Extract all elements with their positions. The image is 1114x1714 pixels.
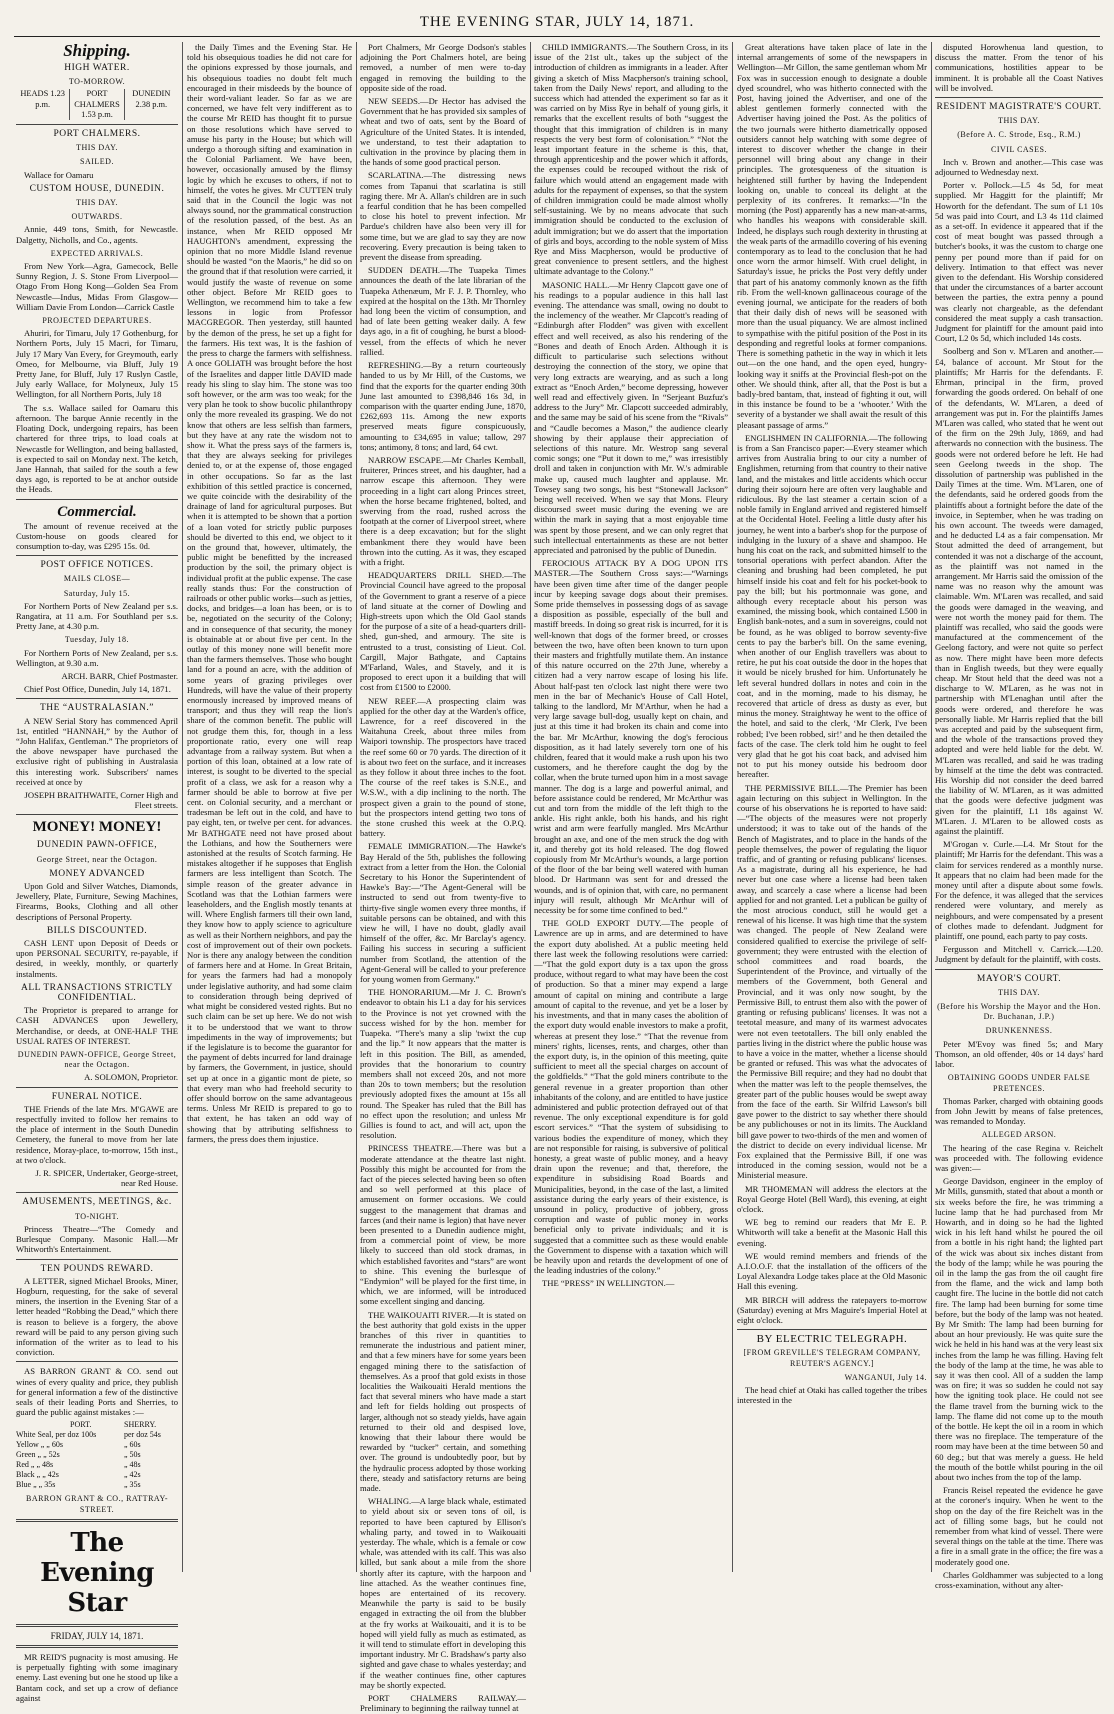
money-text: Upon Gold and Silver Watches, Diamonds, Jewellery, Plate, Furniture, Sewing Machines, Firearms, Books, Clothing and all other descriptions of Personal Property. — [16, 881, 178, 922]
divider — [16, 1087, 178, 1088]
rm-before: (Before A. C. Strode, Esq., R.M.) — [957, 130, 1081, 140]
tide-port: PORT CHALMERS 1.53 p.m. — [69, 89, 123, 120]
article-ferocious-dog: FEROCIOUS ATTACK BY A DOG UPON ITS MASTER.—The Southern Cross says:—“Warnings have been given time after time of the danger people incur by keeping savage dogs about their premises. Some pride themselves in possessing dogs of as savage a disposition as possible, especially of the bull and mastiff breeds. In doing so great risk is incurred, for it is well-known that dogs of the former breed, or crosses between the two, have often been known to turn upon their masters and frightfully mutilate them. An instance of this nature occurred on the 27th June, whereby a citizen had a very narrow escape of losing his life. About half-past ten o'clock last night there were two men in the bar of Mechanic's House of Call Hotel, talking to the landlord, Mr M'Arthur, when he had a very large savage bull-dog, usually kept on chain, and just at this time it had broken its chain and come into the bar. Mr McArthur, knowing the dog's ferocious disposition, as it had lately severely torn one of his children, feared that it would make a rush upon his two customers, and he therefore caught the dog by the collar, when the brute turned upon him in a most savage manner. The dog is a large and powerful animal, and before assistance could be rendered, Mr McArthur was cut and torn from the middle of the left thigh to the ankle. His right ankle, both his hands, and his right wrist and arm were fearfully mangled. Mrs McArthur brought an axe, and one of the men struck the dog with it, and thereby got its hold released. The dog flowed copiously from Mr McArthur's wounds, a large portion of the floor of the bar being well watered with human blood. Dr Hartmann was sent for and dressed the wounds, and is of opinion that, with care, no permanent injury will result, although Mr McArthur will of necessity be for some time confined to bed.” — [534, 558, 728, 916]
expected-label: EXPECTED ARRIVALS. — [50, 248, 144, 258]
customs-heading: CUSTOM HOUSE, DUNEDIN. — [29, 183, 165, 194]
sherry-price: „ 50s — [124, 1450, 141, 1460]
column-separator — [732, 42, 733, 1572]
expected-text: From New York—Agra, Gamecock, Belle Sunny Region, J. S. Stone From Liverpool—Otago From Hong Kong—Golden Sea From Newcastle—Indus, Midas From Glasgow—William Davie From London—Carrick Castle — [16, 261, 178, 312]
column-separator — [182, 42, 183, 1572]
column-5 — [737, 42, 927, 1572]
notice-birch: MR BIRCH will address the ratepayers to-morrow (Saturday) evening at Mrs Maguire's Imperial Hotel at eight o'clock. — [737, 1294, 927, 1325]
customs-day: THIS DAY. — [76, 198, 118, 208]
funeral-heading: FUNERAL NOTICE. — [51, 1091, 143, 1102]
drunkenness-label: DRUNKENNESS. — [985, 1026, 1053, 1036]
pawn-address: George Street, near the Octagon. — [36, 854, 158, 864]
notice-thomeman: MR THOMEMAN will address the electors at the Royal George Hotel (Bell Ward), this evening, at eight o'clock. — [737, 1183, 927, 1214]
post-office-heading: POST OFFICE NOTICES. — [40, 560, 154, 571]
article-port-railway: PORT CHALMERS RAILWAY.—Preliminary to beginning the railway tunnel at — [360, 1693, 526, 1714]
port-price: Blue „ „ 35s — [16, 1480, 56, 1490]
divider — [737, 1329, 927, 1330]
civil-cases-label: CIVIL CASES. — [991, 144, 1047, 154]
australasian-heading: THE “AUSTRALASIAN.” — [40, 703, 154, 714]
case-soolberg-mlaren: Soolberg and Son v. M'Laren and another.—£4, balance of account. Mr Stout for the plaintiffs; Mr Harris for the defendants. F. Ehrman, principal in the firm, proved forwarding the goods ordered. On behalf of one of the defendants, W. M'Laren, a deed of arrangement was put in. For the plaintiffs James M'Laren was called, who stated that he went out of the firm on the 29th July, 1869, and had afterwards no connection with the business. The goods were not ordered before he left. He had seen Geelong tweeds in the shop. The dissolution of partnership was published in the Daily Times at the time. Wm. M'Laren, one of the defendants, said he ordered goods from the plaintiffs about a fortnight before the date of the invoice, in September, when he was trading on his own account. The tweeds were damaged, and he deducted L4 as a fair compensation. Mr Stout admitted the deed of arrangement, but contended it was not a discharge of the account, as the plaintiff was not named in the arrangement. Mr Harris said the omission of the name was no reason why the amount was claimable. Wm. M'Laren was recalled, and said the goods were damaged in the weaving, and were not worth the money paid for them. The plaintiff was recalled, who said the goods were manufactured at the commencement of the Geelong factory, and were not quite so perfect as now. There might have been more defects than in English tweeds, but they were equally cheap. Mr Stout held that the deed was not a discharge to W. M'Laren, as he was not in partnership with M'Lenaghan until after the goods were ordered, and therefore he was personally liable. Mr Harris replied that the bill was accepted and paid by the subsequent firm, and the whole of the transactions proved they adopted and were held liable for the debt. W. M'Laren was recalled, and said he was trading by himself at the time the debt was contracted. His Worship did not consider the deed barred the liability of W. M'Laren, as it was admitted that the goods were defective judgment was given for the plaintiff, L1 18s against W. M'Laren. J. M'Laren to be allowed costs as against the plaintiff. — [935, 346, 1103, 837]
commercial-heading: Commercial. — [57, 503, 137, 520]
pawn-office-footer: DUNEDIN PAWN-OFFICE, George Street, near the Octagon. — [17, 1050, 177, 1070]
telegraph-continued: disputed Horowhenua land question, to discuss the matter. From the tenor of his communications, hostilities appear to be imminent. It is probable all the Coast Natives will be involved. — [935, 42, 1103, 93]
tide-heads: HEADS 1.23 p.m. — [20, 89, 65, 109]
price-row — [16, 1440, 178, 1450]
projected-label: PROJECTED DEPARTURES. — [42, 316, 152, 326]
price-row — [16, 1460, 178, 1470]
case-inch-brown: Inch v. Brown and another.—This case was adjourned to Wednesday next. — [935, 156, 1103, 178]
commercial-text: The amount of revenue received at the Custom-house on goods cleared for consumption to-day, was £295 15s. 0d. — [16, 520, 178, 551]
article-new-reef: NEW REEF.—A prospecting claim was applied for the other day at the Warden's office, Lawrence, for a reef discovered in the Waitahuna Creek, about three miles from Waipori township. The prospectors have traced the reef some 60 or 70 yards. The direction of it is about two feet on the surface, and it increases as they follow it about three inches to the foot. The course of the reef takes is S.N.E., and W.S.W., with a dip inclining to the north. The prospect given a grain to the pound of stone, but the prospectors intend getting two tons of the stone crushed this week at the O.P.Q. battery. — [360, 695, 526, 839]
article-sudden-death: SUDDEN DEATH.—The Tuapeka Times announces the death of the late librarian of the Tuapeka Athenæum, Mr F. J. P. Thornley, who expired at the hospital on the 13th. Mr Thornley had long been the victim of consumption, and had of late been getting weaker daily. A few days ago, in a fit of coughing, he burst a blood-vessel, from the effects of which he never rallied. — [360, 265, 526, 357]
column-1 — [16, 41, 178, 1703]
sailed-text: Wallace for Oamaru — [24, 169, 94, 180]
column-6 — [935, 42, 1103, 1591]
port-price: Red „ „ 48s — [16, 1460, 54, 1470]
rm-court-heading: RESIDENT MAGISTRATE'S COURT. — [936, 102, 1102, 113]
cash-text-2: The Proprietor is prepared to arrange for CASH ADVANCES upon Jewellery, Merchandise, or deeds, at ONE-HALF THE USUAL RATES OF INTEREST. — [16, 1005, 178, 1046]
notice-lodge: WE would remind members and friends of the A.I.O.O.F. that the installation of the officers of the Loyal Alexandra Lodge takes place at the Old Masonic Hall this evening. — [737, 1250, 927, 1292]
article-child-immigrants: CHILD IMMIGRANTS.—The Southern Cross, in its issue of the 21st ult., takes up the subject of the introduction of children as immigrants in a leader. After giving a sketch of Miss Macpherson's training school, taken from the Daily News' report, and alluding to the success which had attended the experiment so far as it was carried on by Miss Rye in behalf of young girls, it remarks that the excellent results of both “suggest the thought that this immigration of children is in many respects the very best form of colonisation.” “Not the least important feature in the scheme is this, that, through apprenticeship and the power which it affords, the expenses could be recouped without the risk of failure which would attend an engagement made with adults for the repayment of expenses, so that the system of children immigration could be made almost wholly self-sustaining. We by no means advocate that such immigration should be conducted to the exclusion of adult immigration; but we do assert that the importation of girls and boys, according to the noble system of Miss Rye and Miss Macpherson, would be productive of great convenience to present settlers, and the highest ultimate advantage to the Colony.” — [534, 42, 728, 277]
port-price: Black „ „ 42s — [16, 1470, 59, 1480]
price-row — [16, 1450, 178, 1460]
post-office-date: Chief Post Office, Dunedin, July 14, 1871. — [24, 684, 171, 695]
divider — [935, 969, 1103, 970]
case-mgrogan-curle: M'Grogan v. Curle.—L4. Mr Stout for the plaintiff; Mr Harris for the defendant. This was a claim for services rendered as a monthly nurse. It appears that no claim had been made for the money until after a dispute about some fowls. For the defence, it was alleged that the services rendered were voluntary, and merely as neighbours, and were compensated by a present of clothes made to defendant. Judgment for plaintiff, one pound, each party to pay costs. — [935, 839, 1103, 942]
bills-heading: BILLS DISCOUNTED. — [46, 925, 148, 936]
sherry-price: per doz 54s — [124, 1430, 161, 1440]
article-new-seeds: NEW SEEDS.—Dr Hector has advised the Government that he has provided six samples of wheat and two of oats, sent by the Board of Agriculture of the United States. It is intended, we understand, to test their adaptation to cultivation in the province by placing them in the hands of some good practical person. — [360, 96, 526, 168]
leader-start: MR REID'S pugnacity is most amusing. He is perpetually fighting with some imaginary enemy. Last evening but one he stood up like a Bantam cock, and set up a crow of defiance against — [16, 1651, 178, 1703]
tide-table — [16, 89, 178, 120]
mayor-before: (Before his Worship the Mayor and the Hon. Dr. Buchanan, J.P.) — [937, 1002, 1101, 1022]
divider — [16, 1519, 178, 1522]
telegraph-otaki: The head chief at Otaki has called together the tribes interested in the — [737, 1385, 927, 1406]
article-drill-shed: HEADQUARTERS DRILL SHED.—The Provincial Council have agreed to the proposal of the Government to grant a reserve of a piece of land situate at the corner of Dowling and High-streets upon which the Old Gaol stands for the purpose of a site of a head-quarters drill-shed, gun-shed, and armoury. The site is entrusted to a trust, consisting of Lieut. Col. Cargill, Major Bathgate, and Captains M'Farland, Wales, and Stavely, and it is proposed to erect upon it a building that will cost from £1500 to £2000. — [360, 570, 526, 693]
price-row — [16, 1470, 178, 1480]
case-arson-reisel: Francis Reisel repeated the evidence he gave at the coroner's inquiry. When he went to the shop on the day of the fire Reichelt was in the act of filling some bags, but he could not remember from what kind of vessel. There were several things on the table at the time. There was a fire in a small grate in the office; the fire was a moderately good one. — [935, 1485, 1103, 1567]
article-refreshing: REFRESHING.—By a return courteously handed to us by Mr Hill, of the Customs, we find that the exports for the quarter ending 30th June last amounted to £398,846 16s 3d, in comparison with the quarter ending June, 1870, £262,693 11s. Among the new exports preserved meats figure conspicuously, amounting to £34,695 in value; tallow, 297 tons; antimony, 8 tons; and lard, 64 cwt. — [360, 360, 526, 452]
divider — [16, 1624, 178, 1627]
leader-body: the Daily Times and the Evening Star. He told his obsequious toadies he did not care for the opinions expressed by those journals, and his obsequious toadies no doubt felt much encouraged in their misdeeds by the bounce of their word-valiant leader. So far as we are concerned, we have felt very indifferent as to the course Mr REID has thought fit to pursue on those resolutions which have served to amuse his party in the House; but which will undergo a thorough sifting and examination in the Colonial Parliament. We have been, however, occasionally amused by the flimsy logic by which he excuses to others, if not to himself, the votes he gives. Mr CUTTEN truly said that in the Council the logic was not always sound, nor the grammatical construction of the resolution passed, of the best. As an instance, when Mr REID opposed Mr HAUGHTON's amendment, expressing the opinion that no more Middle Island revenue should be wasted “on the Maoris,” he did so on the ground that if that resolution were carried, it would justify the waste of revenue on some other object. Before Mr REID goes to Wellington, we recommend him to take a few lessons in logic from Professor MACGREGOR. Then yesterday, still haunted by the demon of the press, he set up a fight for the farmers. His text was, It is the fashion of the press to charge the farmers with selfishness. A once GOLIATH was brought before the host of the Israelites and dapper little DAVID made ready his sling to slay him. The stone was too soft however, or the arm was too weak; for the very plan he took to show bucolic philanthropy only the more revealed its grasping. We do not know that others are less selfish than farmers, but they have at any rate the wisdom not to show it. What the press says of the farmers is, that they are always seeking for privileges denied to, or at the expense of, those engaged in other occupations. So far as the last exhibition of this settled practice is concerned, we quite coincide with the desirability of the drainage of land for agricultural purposes. But when it is attempted to be shown that a portion of a loan voted for strictly public purposes should be diverted to this end, we object to it on the ground that, however, ultimately, the public might be benefitted by the increased production by the soil, the primary object is individual profit at the public expense. The case really stands thus: For the construction of railroads or other public works—such as jetties, docks, and bridges—a loan has been, or is to be, negotiated on the security of the Colony; and in consequence of that security, the money is obtainable at or about five per cent. In the outlay of this money none will benefit more than the farmers themselves. Those who bought land for a pound an acre, with the addition of some years of grazing privileges over Hundreds, will have the value of their property enormously increased by improved means of transport; and thus they will reap the lion's share of the common benefit. The public will not grudge them this, for, though in a less proportionate ratio, every one will reap advantage from a railway system. But when a portion of this loan, obtained at a low rate of interest, is sought to be diverted to the special profit of a class, we ask for a reason why a farmer should be able to borrow at five per cent. on Colonial security, and a merchant or tradesman be left out in the cold, and have to pay eight, ten, or twelve per cent. for advances. Mr BATHGATE need not have prosed about the Lothians, and how the Southerners were astonished at the results of Scotch farming. He mistakes altogether if he supposes that English farmers are less intelligent than Scotch. The simple reason of the greater advance in Scotland was that the Lothian farmers were leaseholders, and the English mostly tenants at will. Where English farmers till their own land, they know how to apply science to agriculture as well as their Northern neighbors, and pay the cost of improvement out of their own pockets. Nor is there any analogy between the condition of farmers here and at Home. In Great Britain, for years the farmers had had a monopoly under legislative authority, and had some claim to consideration through being deprived of what might be considered vested rights. But no such claim can be set up here. We do not wish it to be understood that we want to throw impediments in the way of improvements; but if the legislature is to become the guarantor for the payment of debts incurred for land drainage by farmers, the Government, in justice, should set up at once in a gigantic mont de piete, so that every man who had freehold security to offer should borrow on the same advantageous terms. Unless Mr REID is prepared to go to that extent, he has taken an odd way of showing that by attributing selfishness to farmers, the press does them injustice. — [187, 42, 352, 1144]
barron-signature: BARRON GRANT & CO., RATTRAY-STREET. — [25, 1494, 169, 1514]
australasian-signature: JOSEPH BRAITHWAITE, Corner High and Fleet streets. — [24, 789, 178, 811]
telegraph-heading: BY ELECTRIC TELEGRAPH. — [756, 1333, 908, 1346]
case-arson-goldhammer: Charles Goldhammer was subjected to a long cross-examination, without any alter- — [935, 1569, 1103, 1591]
price-header: PORT. SHERRY. — [70, 1420, 157, 1430]
divider — [16, 698, 178, 699]
case-fergusson-carrick: Fergusson and Mitchell v. Carrick.—L20. Judgment by default for the plaintiff, with costs. — [935, 944, 1103, 965]
barron-text: AS BARRON GRANT & CO. send out wines of every quality and price, they publish for general information a few of the distinctive seals of their leading Ports and Sherries, to guard the public against mistakes :— — [16, 1366, 178, 1418]
confidential-heading: ALL TRANSACTIONS STRICTLY CONFIDENTIAL. — [21, 982, 173, 1004]
money-heading: MONEY! MONEY! — [32, 819, 162, 836]
tonight-label: TO-NIGHT. — [75, 1211, 119, 1221]
this-day-label: THIS DAY. — [76, 143, 118, 153]
article-permissive-bill: THE PERMISSIVE BILL.—The Premier has been again lecturing on this subject in Wellington. In the course of his observations he is reported to have said:—“The objects of the measures were not properly understood; it was to take out of the hands of the Bench of Magistrates, and to place in the hands of the people themselves, the power of regulating the liquor traffic, and of granting or refusing publicans' licenses. As a magistrate, during all his experience, he had never but one case where a license had been taken away, and scarcely a case where a license had been applied for and not granted. Let a publican be guilty of the most atrocious conduct, still he would get a renewal of his license. It was high time that the system was changed. The people of New Zealand were considered qualified to exercise the privilege of self-government; they were entrusted with the election of school committees and road boards, the Superintendent of the Province, and virtually of the members of the Government, both General and Provincial, and it was only now sought, by the Permissive Bill, to entrust them also with the power of granting or refusing publicans' licenses. It was not a teetotal measure, and many of its warmest advocates were not even teetotallers. The bill only enabled the parties living in the district where the public house was to have a voice in the matter, whether a license should be granted or refused. This was what the advocates of the Permissive Bill require; and they had no doubt that when the matter was left to the people themselves, the greater part of the public houses would be swept away from the face of the earth. Sir Wilfrid Lawson's bill gave power to the district to say whether there should be any publichouses or not in its limits. The Auckland bill gave power to two-thirds of the men and women of the district to decide on every individual license. Mr Fox explained that the Permissive Bill, if one was introduced in the coming session, would not be a Ministerial measure. — [737, 782, 927, 1181]
cash-text: CASH LENT upon Deposit of Deeds or upon PERSONAL SECURITY, re-payable, if desired, in weekly, monthly, or quarterly instalments. — [16, 938, 178, 979]
article-gold-export: THE GOLD EXPORT DUTY.—The people of Lawrence are up in arms, and are determined to have the export duty abolished. At a public meeting held there last week the following resolutions were carried:—“That the gold export duty is a tax upon the gross produce, without regard to what may have been the cost of production. So that a miner may expend a large amount of capital on mining and contribute a large amount of capital to the revenue, and yet be a loser by his investments, and that in many cases the abolition of the export duty would enable investors to make a profit, whereas at present they lose.” “That the revenue from miners' rights, licenses, rents, and charges, other than the export duty, is, in the opinion of this meeting, quite sufficient to meet all the special charges on account of the goldfields.” “That the gold miners contribute to the general revenue in a greater proportion than other inhabitants of the colony, and are entitled to have justice administered and public protection defrayed out of that revenue. The only exceptional expenditure is for gold escort services.” “That the system of subsidising to various bodies the expenditure of money, which they are not responsible for raising, is subversive of political honesty, a great waste of public money, and a heavy drain upon the revenue; and that, therefore, the expenditure in subsidising Road Boards and Municipalities, beyond, in the case of the last, a limited assistance during the early years of their existence, is unsound in policy, productive of jobbery, gross corruption and waste of public money in works beneficial only to private individuals; and it is suggested that a committee such as these would enable the Government to dispense with a taxation which will be heavily upon and retards the development of one of the leading industries of the colony.” — [534, 918, 728, 1276]
divider — [16, 1192, 178, 1193]
case-false-pretences: Thomas Parker, charged with obtaining goods from John Jewitt by means of false pretences, was remanded to Monday. — [935, 1095, 1103, 1127]
shipping-news: The s.s. Wallace sailed for Oamaru this afternoon. The barque Annie recently in the Floating Dock, undergoing repairs, has been chartered for three trips, to load coals at Newcastle for Wellington, and being ballasted, is expected to sail on Monday next. The ketch, Jane Hannah, that sailed for the south a few days ago, is reported to be at anchor outside the Heads. — [16, 402, 178, 495]
divider — [16, 1259, 178, 1260]
reward-heading: TEN POUNDS REWARD. — [40, 1263, 154, 1274]
outwards-text: Annie, 449 tons, Smith, for Newcastle. Dalgetty, Nicholls, and Co., agents. — [16, 224, 178, 245]
funeral-signature: J. R. SPICER, Undertaker, George-street, near Red House. — [35, 1168, 178, 1189]
article-waikouaiti-river: THE WAIKOUAITI RIVER.—It is stated on the best authority that gold exists in the upper branches of this river in quantities to remunerate the industrious and patient miner, and that a few miners have for some years been engaged mining there to the satisfaction of themselves. As a proof that gold exists in those localities the Waikouaiti Herald mentions the fact that several miners who have made a start and left for fields holding out prospects of larger, although not so steady yields, have again returned to their old and despised love, knowing that their labour there would be rewarded by “tucker” certain, and something over. The ground is undoubtedly poor, but by the hydraulic process adopted by those working there, steady and satisfactory returns are being made. — [360, 1309, 526, 1494]
article-stables: Port Chalmers, Mr George Dodson's stables adjoining the Port Chalmers hotel, are being removed, a number of men were to-day engaged in removing the building to the opposite side of the road. — [360, 42, 526, 93]
article-press-continued: Great alterations have taken place of late in the internal arrangements of some of the newspapers in Wellington—Mr Gillon, the same gentleman whom Mr Fox was in succession enough to designate a double dyed scoundrel, who was hitherto connected with the Post, having joined the Advertiser, and one of the ablest gentlemen formerly connected with the Advertiser having joined the Post. As the politics of the two journals were hitherto diametrically opposed outsiders cannot help watching with some degree of interest to discover whether the change in their personnel will bring about any change in their principles. The grotesqueness of the situation is heightened still further by having the Independent looking on, unable to conceal its delight at the perplexity of its confreres. It remarks:—“In the morning (the Post) apparently has a new man-at-arms, who handles his weapons with considerable skill. Indeed, he displays such rough dexterity in thrusting at the weak parts of the armadillo covering of his evening contemporary as to lead to the conclusion that he had once worn the armor himself. With cruel delight, in Saturday's issue, he pricks the Post very deftly under that part of his anatomy commonly known as the fifth rib. From the well-known gallinaceous courage of the evening journal, we anticipate for the readers of both that their daily dish of news will be seasoned with more than the usual piquancy. We are almost inclined to sympathise with the pitiful position of the Post in its desponding and regretful looks at former companions. There is something pathetic in the way in which it lets out—on the one hand, and the open eyed, hungry-looking way it sniffs at the Provincial flesh-pot on the other. We should think, after all, that the Post is but a badly-bred bantam, that, instead of fighting it out, will in this instance be found to be a ‘whooter.’ With the severity of a bystander we shall await the result of this pleasant passage of arms.” — [737, 42, 928, 430]
rm-day: THIS DAY. — [998, 116, 1040, 126]
sherry-price: „ 35s — [124, 1480, 141, 1490]
solomon-signature: A. SOLOMON, Proprietor. — [84, 1072, 178, 1083]
money-advanced-heading: MONEY ADVANCED — [49, 868, 145, 879]
masthead: THE EVENING STAR, JULY 14, 1871. — [419, 14, 695, 30]
sherry-price: „ 60s — [124, 1440, 141, 1450]
column-3 — [360, 42, 526, 1714]
article-scarlatina: SCARLATINA.—The distressing news comes from Tapanui that scarlatina is still raging there. Mr A. Allan's children are in such a fearful condition that he has been compelled to close his hotel to prevent infection. Mr Pardue's children have also been very ill for some time, but we are glad to say they are now recovering. Every precaution is being taken to prevent the disease from spreading. — [360, 170, 526, 263]
amusements-text: Princess Theatre—“The Comedy and Burlesque Company. Masonic Hall.—Mr Whitworth's Entertainment. — [16, 1223, 178, 1255]
article-press-wellington: THE “PRESS” IN WELLINGTON.— — [542, 1278, 675, 1289]
article-masonic-hall: MASONIC HALL.—Mr Henry Clapcott gave one of his readings to a popular audience in this hall last evening. The attendance was small, owing no doubt to the inclemency of the weather. Mr Clapcott's reading of “Edinburgh after Flodden” was given with excellent effect and well received, as also his rendering of the “Bones and death of Enoch Arden. Although it is difficult to particularise such selections without destroying the connection of the story, we opine that very long extracts are wearying, and as such a long extract as “Enoch Arden,” become depressing, however well read and effectively given. In “Serjeant Buzfuz's address to the Jury” Mr. Clapcott succeeded admirably, and the same may be said of his scene from the “Rivals” and “Caudle becomes a Mason,” the audience clearly showing by their applause their appreciation of selections of this nature. Mr. Westrop sang several comic songs; one “Put it down to me,” was irresistibly droll and taken in conjunction with Mr. W.'s admirable make up, caused much laughter and applause. Mr. Towsey sang two songs, his best “Stonewall Jackson” being well received. When we say that Mons. Fleury discoursed sweet music during the evening we are within the mark in saying that a most enjoyable time was spent by those present, and we can only regret that such intellectual entertainments as these are not better appreciated and patronised by the public of Dunedin. — [534, 279, 729, 555]
divider — [16, 814, 178, 815]
false-pretences-label: OBTAINING GOODS UNDER FALSE PRETENCES. — [947, 1073, 1091, 1093]
column-separator — [530, 42, 531, 1572]
shipping-heading: Shipping. — [63, 41, 131, 60]
paper-title: The Evening Star — [40, 1527, 154, 1618]
price-row — [16, 1480, 178, 1490]
price-list — [16, 1430, 178, 1490]
divider — [16, 555, 178, 556]
post-text-1: For Northern Ports of New Zealand per s.s. Rangatira, at 11 a.m. For Southland per s.s. Pretty Jane, at 4.30 p.m. — [16, 600, 178, 632]
case-arson-intro: The hearing of the case Regina v. Reichelt was proceeded with. The following evidence was given:— — [935, 1142, 1103, 1173]
price-row — [16, 1430, 178, 1440]
mails-close-label: MAILS CLOSE— — [63, 574, 131, 584]
divider — [16, 1645, 178, 1648]
high-water-heading: HIGH WATER. — [64, 63, 130, 73]
projected-text: Ahuriri, for Timaru, July 17 Gothenburg, for Northern Ports, July 15 Macri, for Timaru, July 17 Mary Van Every, for Greymouth, early Omeo, for Melbourne, via Bluff, July 19 Pretty Jane, for Bluff, July 17 Ruslyn Castle, July early Wallace, for Molyneux, July 15 Wellington, for all Northern Ports, July 18 — [16, 328, 178, 400]
article-narrow-escape: NARROW ESCAPE.—Mr Charles Kemball, fruiterer, Princes street, and his daughter, had a narrow escape this afternoon. They were proceeding in a light cart along Princes street, when the horse became frightened, bolted, and swerving from the road, rushed across the footpath at the corner of Liverpool street, where there is a deep excavation; but for the slight embankment there they would have been thrown into the cutting. As it was, they escaped with a fright. — [360, 454, 526, 567]
sherry-price: „ 42s — [124, 1470, 141, 1480]
pawn-office-heading: DUNEDIN PAWN-OFFICE, — [36, 840, 158, 851]
article-female-immigration: FEMALE IMMIGRATION.—The Hawke's Bay Herald of the 5th, publishes the following extract from a letter from the Hon. the Colonial Secretary to his Honor the Superintendent of Hawke's Bay:—“The Agent-General will be instructed to send out from twenty-five to thirty-five single women every three months, if suitable persons can be obtained, and with this view he will, I have no doubt, gladly avail himself of the offer, &c. Mr Barclay's agency. Failing his success in securing a sufficient number from Scotland, the attention of the Agent-General will be called to your preference for young women from Germany.” — [360, 841, 526, 985]
port-price: Yellow „ „ 60s — [16, 1440, 63, 1450]
post-text-2: For Northern Ports of New Zealand, per s.s. Wellington, at 9.30 a.m. — [16, 647, 178, 668]
article-princess-theatre: PRINCESS THEATRE.—There was but a moderate attendance at the theatre last night. Possibly this might be accounted for from the fact of the pieces selected having been so often and so well performed at this place of amusement on former occasions. We could suggest to the management that dramas and farces (and their name is legion) that have never been presented to a Dunedin audience might, from a commercial point of view, be more likely to succeed than old stock dramas, in which established favorites and “stars” are wont to shine. This evening the burlesque of “Endymion” will be played for the first time, in which, we are informed, will be introduced some excellent singing and dancing. — [360, 1143, 526, 1307]
arson-label: ALLEGED ARSON. — [981, 1130, 1057, 1140]
sherry-price: „ 48s — [124, 1460, 141, 1470]
notice-whitworth: WE beg to remind our readers that Mr E. P. Whitworth will take a benefit at the Masonic Hall this evening. — [737, 1217, 927, 1248]
mayor-day: THIS DAY. — [998, 987, 1040, 997]
port-price: Green „ „ 52s — [16, 1450, 60, 1460]
divider — [935, 97, 1103, 98]
case-porter-pollock: Porter v. Pollock.—L5 4s 5d, for meat supplied. Mr Haggitt for the plaintiff; Mr Howorth for the defendant. The sum of L1 10s 5d was paid into Court, and L3 4s 11d claimed as a set-off. In evidence it appeared that if the cost of meat bought was passed through a butcher's books, it was the custom to charge one penny per pound more than if paid for on delivery. Intimation to that effect was never given to the defendant. His Worship considered that under the circumstances of a barter account between the parties, the extra penny a pound was clearly not chargeable, as the defendant considered the meat supply a cash transaction. Judgment for plaintiff for the amount paid into Court, L2 0s 5d, which included 14s costs. — [935, 180, 1103, 344]
divider — [16, 124, 178, 125]
article-honorarium: THE HONORARIUM.—Mr J. C. Brown's endeavor to obtain his L1 a day for his services to the Province is not yet crowned with the success wished for by the hon. member for Tuapeka. “There's many a slip 'twixt the cup and the lip.” It now appears that the matter is left in this position. The Bill, as amended, provides that the honorarium to country members shall not exceed 20s, and not more than 20s to town members; but the resolution previously adopted fixes the amount at 15s all round. The Speaker has ruled that the Bill has no effect upon the resolution; and unless Mr Gillies is found to act, and will act, upon the resolution. — [360, 987, 526, 1141]
case-drunkenness: Peter M'Evoy was fined 5s; and Mary Thomson, an old offender, 40s or 14 days' hard labor. — [935, 1038, 1103, 1070]
divider — [16, 1361, 178, 1362]
article-englishmen-california: ENGLISHMEN IN CALIFORNIA.—The following is from a San Francisco paper:—Every steamer which arrives from Australia bring to our city a number of Englishmen, returning from that country to their native land, and the mistakes and little accidents which occur during their sojourn here are often very laughable and ridiculous. By the last steamer a certain scion of a noble family in England arrived and registered himself at the Occidental Hotel. Feeling a little dusty after his journey, he went into a barber's shop for the purpose of indulging in the luxury of a shave and shampoo. He hung his coat on the rack, and submitted himself to the tonsorial operations with perfect abandon. After the cleaning and brushing had been completed, he put himself inside his coat and felt for his pocket-book to pay the bill; but his portmonnaie was gone, and although every receptacle about his person was examined, the missing book, which contained L500 in English bank-notes, and a sum in sovereigns, could not be found, as he was obliged to borrow seventy-five cents to pay the barber's bill. On the same evening, when another of our English travellers was about to retire, he put his coat outside the door in the hopes that it would be nicely brushed for him. Unfortunately he left several hundred dollars in notes and coin in the coat, and in the morning, made to his dismay, he recovered that article of dress as dusty as ever, but minus the money. Straightway he went to the office of the hotel, and said to the clerk, ‘Mr Clerk, I've been robbed; I've been robbed, sir!’ and he then detailed the facts of the case. The clerk told him he ought to feel very glad that he got his coat back, and advised him not to put his money outside his bedroom door hereafter. — [737, 432, 927, 780]
column-2 — [187, 42, 352, 1572]
case-arson-davidson: George Davidson, engineer in the employ of Mr Mills, gunsmith, stated that about a month or six weeks before the fire, he was trimming a lucine lamp that he had purchased from Mr Howarth, and in doing so he had the lighted wick in his left hand whilst he poured the oil from a bottle in his right hand; the lighted part of the wick was about six inches distant from the body of the lamp; while he was pouring the oil in the lamp the gas from the oil caught fire from the flame, and the wick and lamp both caught fire. The lucine in the bottle did not catch fire. The lamp had been burning for some time before, but the body of the lamp was not heated. By Mr Smith: The lamp had been burning for about an hour previously. He was quite sure the wick he held in his hand was at the very least six inches from the lamp he was filling. Having felt the body of the lamp at the time, he was able to say it was then cool. All of a sudden the lamp was on fire; it was so sudden he could not say how the igniting took place. He could not see the flame travel from the burning wick to the lamp. The flame did not come up to the mouth of the bottle. He kept the oil in a room in which there was no fireplace. The temperature of the room may have been at the time between 50 and 60 deg.; but that was merely a guess. He held the mouth of the bottle whilst pouring in the oil about two inches from the top of the lamp. — [935, 1176, 1103, 1483]
australasian-text: A NEW Serial Story has commenced April 1st, entitled “HANNAH,” by the Author of “John Halifax, Gentleman.” The proprietors of the above newspaper have purchased the exclusive right of publishing in Australasia this interesting work. Subscribers' names received at once by — [16, 715, 178, 787]
tomorrow-label: TO-MORROW. — [68, 77, 126, 87]
divider — [16, 499, 178, 500]
mayor-court-heading: MAYOR'S COURT. — [976, 973, 1062, 984]
post-tuesday: Tuesday, July 18. — [64, 635, 130, 645]
column-separator — [356, 42, 357, 1572]
tide-dunedin: DUNEDIN 2.38 p.m. — [124, 89, 178, 120]
reward-text: A LETTER, signed Michael Brooks, Miner, Hogburn, requesting, for the sake of several miners, the insertion in the Evening Star of a letter headed “Robbing the Dead,” which there is reason to believe is a forgery, the above reward will be paid to any person giving such information of the writer as to lead to his conviction. — [16, 1275, 178, 1358]
post-saturday: Saturday, July 15. — [63, 588, 131, 598]
paper-date: FRIDAY, JULY 14, 1871. — [50, 1630, 144, 1641]
telegraph-dateline: WANGANUI, July 14. — [844, 1372, 927, 1382]
article-whaling: WHALING.—A large black whale, estimated to yield about six or seven tons of oil, is reported to have been captured by Ellison's whaling party, and towed in to Waikouaiti yesterday. The whale, which is a female or cow whale, was attended with its calf. This was also killed, but sank about a mile from the shore shortly after its capture, with the harpoon and line attached. As the weather continues fine, hopes are entertained of its recovery. Meanwhile the party is said to be busily engaged in extracting the oil from the blubber at the fry works at Waikouaiti, and it is to be hoped will yield fully as much as estimated, as it will tend to stimulate effort in developing this important industry. Mr C. Bradshaw's party also sighted and gave chase to whales yesterday; and if the weather continues fine, other captures may be shortly expected. — [360, 1496, 526, 1690]
outwards-label: OUTWARDS. — [71, 212, 123, 222]
port-chalmers-heading: PORT CHALMERS. — [53, 129, 141, 140]
post-signature: ARCH. BARR, Chief Postmaster. — [61, 670, 178, 681]
sailed-label: SAILED. — [80, 157, 114, 167]
column-4 — [534, 42, 728, 1572]
masthead-rule — [14, 36, 1100, 37]
funeral-text: THE Friends of the late Mrs. M'GAWE are respectfully invited to follow her remains to the place of interment in the South Dunedin Cemetery, the funeral to move from her late residence, Moray-place, to-morrow, 15th inst., at two o'clock. — [16, 1103, 178, 1165]
telegraph-source: [FROM GREVILLE'S TELEGRAM COMPANY, REUTER'S AGENCY.] — [743, 1348, 921, 1368]
port-price: White Seal, per doz 100s — [16, 1430, 97, 1440]
amusements-heading: AMUSEMENTS, MEETINGS, &c. — [22, 1197, 172, 1208]
column-separator — [931, 42, 932, 1572]
